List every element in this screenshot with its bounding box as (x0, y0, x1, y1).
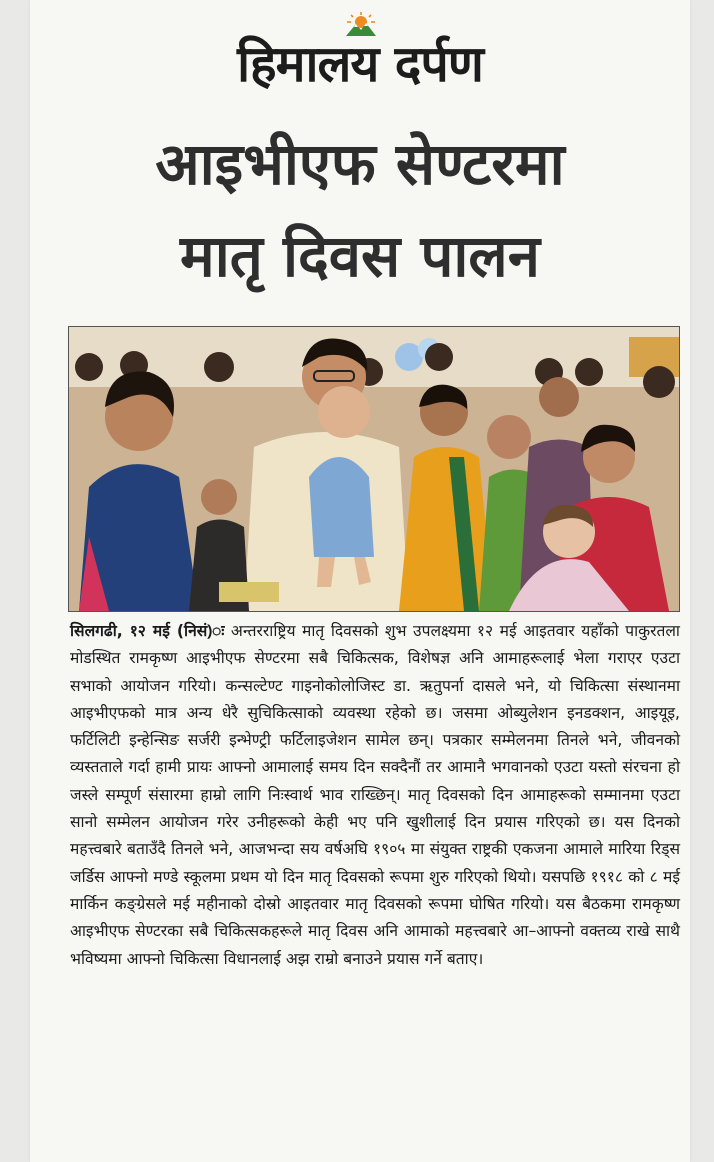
sun-mountain-logo-icon (342, 12, 380, 36)
masthead (30, 8, 690, 108)
headline (30, 118, 690, 302)
newspaper-clipping (30, 0, 690, 1162)
article-dateline: सिलगढी, १२ मई (निसं)ः (70, 622, 225, 640)
masthead-title: हिमालय दर्पण (237, 35, 483, 93)
headline-line-1: आइभीएफ सेण्टरमा (155, 130, 565, 198)
article-text: अन्तरराष्ट्रिय मातृ दिवसको शुभ उपलक्ष्यमा १२ मई आइतवार यहाँको पाकुरतला मोडस्थित रामकृष्ण आइभीएफ सेण्टरमा सबै चिकित्सक, विशेषज्ञ अनि आमाहरूलाई भेला गराएर एउटा सभाको आयोजन गरियो। कन्सल्टेण्ट गाइनोकोलोजिस्ट डा. ऋतुपर्ना दासले भने, यो चिकित्सा संस्थानमा आइभीएफको मात्र अन्य धेरै सुचिकित्साको व्यवस्था रहेको छ। जसमा ओब्युलेशन इनडक्शन, आइयूइ, फर्टिलिटी इन्हेन्सिङ सर्जरी इन्भेण्ट्री फर्टिलाइजेशन सामेल छन्। पत्रकार सम्मेलनमा तिनले भने, जीवनको व्यस्तताले गर्दा हामी प्रायः आफ्नो आमालाई समय दिन सक्दैनौं तर आमानै भगवानको एउटा यस्तो संरचना हो जस्ले सम्पूर्ण संसारमा हाम्रो लागि निःस्वार्थ भाव राख्छिन्। मातृ दिवसको दिन आमाहरूको सम्मानमा एउटा सानो सम्मेलन आयोजन गरेर उनीहरूको केही भए पनि खुशीलाई दिन प्रयास गरिएको छ। यस दिनको महत्त्वबारे बताउँदै तिनले भने, आजभन्दा सय वर्षअघि १९०५ मा संयुक्त राष्ट्रकी एकजना आमाले मारिया रिड्स जर्डिस आफ्नो मण्डे स्कूलमा प्रथम यो दिन मातृ दिवसको रूपमा शुरु गरिएको थियो। यसपछि १९१८ को ८ मई मार्किन कङ्ग्रेसले मई महीनाको दोस्रो आइतवार मातृ दिवसको रूपमा घोषित गरियो। यस बैठकमा रामकृष्ण आइभीएफ सेण्टरका सबै चिकित्सकहरूले मातृ दिवस अनि आमाको महत्त्वबारे आ–आफ्नो वक्तव्य राखे साथै भविष्यमा आफ्नो चिकित्सा विधानलाई अझ राम्रो बनाउने प्रयास गर्ने बताए। (70, 622, 680, 968)
headline-line-2: मातृ दिवस पालन (180, 222, 540, 290)
article-body (70, 618, 680, 973)
event-photo (68, 326, 680, 612)
